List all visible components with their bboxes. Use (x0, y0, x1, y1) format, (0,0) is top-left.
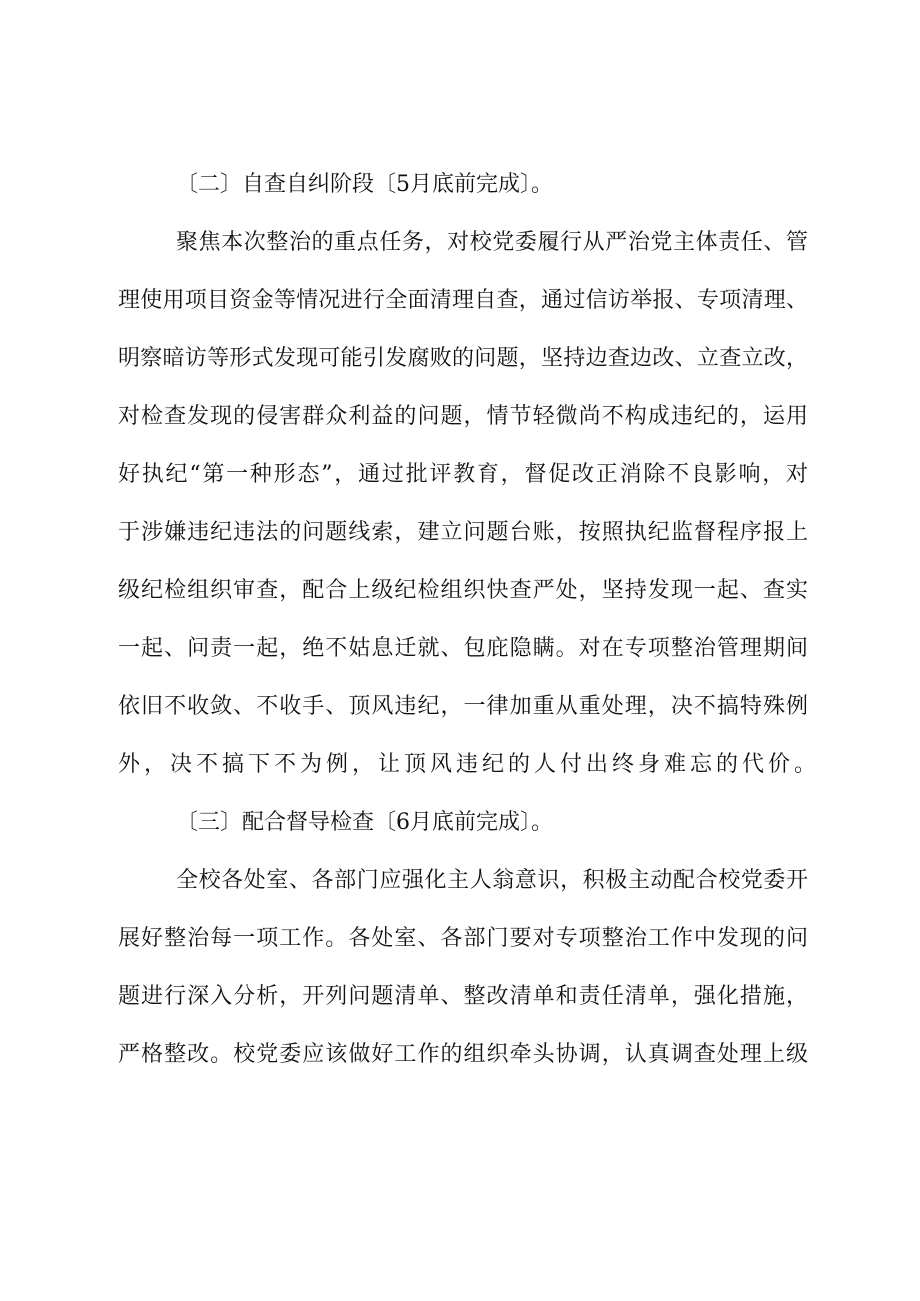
paragraph-line: 聚焦本次整治的重点任务，对校党委履行从严治党主体责任、管 (176, 230, 808, 255)
section-heading-3: 〔三〕配合督导检查〔6月底前完成〕。 (176, 810, 553, 835)
paragraph-line: 外，决不搞下不为例，让顶风违纪的人付出终身难忘的代价。 (118, 752, 821, 777)
section-heading-2: 〔二〕自查自纠阶段〔5月底前完成〕。 (176, 172, 553, 197)
paragraph-line: 明察暗访等形式发现可能引发腐败的问题，坚持边查边改、立查立改， (118, 346, 808, 371)
paragraph-line: 对检查发现的侵害群众利益的问题，情节轻微尚不构成违纪的，运用 (118, 404, 808, 429)
paragraph-line: 一起、问责一起，绝不姑息迁就、包庇隐瞒。对在专项整治管理期间 (118, 636, 808, 661)
paragraph-line: 级纪检组织审查，配合上级纪检组织快查严处，坚持发现一起、查实 (118, 578, 808, 603)
paragraph-line: 好执纪“第一种形态”，通过批评教育，督促改正消除不良影响，对 (118, 462, 808, 487)
paragraph-line: 于涉嫌违纪违法的问题线索，建立问题台账，按照执纪监督程序报上 (118, 520, 808, 545)
paragraph-line: 理使用项目资金等情况进行全面清理自查，通过信访举报、专项清理、 (118, 288, 808, 313)
paragraph-line: 全校各处室、各部门应强化主人翁意识，积极主动配合校党委开 (176, 868, 808, 893)
paragraph-line: 题进行深入分析，开列问题清单、整改清单和责任清单，强化措施， (118, 984, 808, 1009)
paragraph-line: 严格整改。校党委应该做好工作的组织牵头协调，认真调查处理上级 (118, 1042, 808, 1067)
paragraph-line: 依旧不收敛、不收手、顶风违纪，一律加重从重处理，决不搞特殊例 (118, 694, 808, 719)
paragraph-line: 展好整治每一项工作。各处室、各部门要对专项整治工作中发现的问 (118, 926, 808, 951)
